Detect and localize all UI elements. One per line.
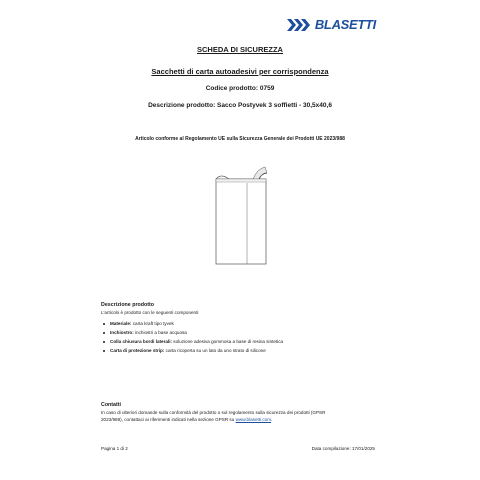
chevron-arrows-icon [287, 19, 313, 31]
contacts-heading: Contatti [101, 402, 122, 408]
website-link[interactable]: www.blasetti.com [235, 417, 272, 422]
contacts-section [101, 402, 401, 423]
blasetti-logo [287, 17, 376, 32]
envelope-icon [215, 165, 267, 265]
list-item: Inchiostro: inchiostri a base acquosa [101, 328, 401, 337]
document-subject: Sacchetti di carta autoadesivi per corrispondenza [151, 67, 329, 76]
list-item: Carta di protezione strip: carta ricoperta su un lato da uno strato di silicone [101, 346, 401, 355]
description-intro: L'articolo è prodotto con le seguenti componenti [101, 310, 199, 315]
compilation-date: Data compilazione: 17/01/2025 [311, 446, 375, 451]
compliance-statement: Articolo conforme al Regolamento UE sulla Sicurezza Generale dei Prodotti UE 2023/988 [135, 136, 345, 142]
document-title: SCHEDA DI SICUREZZA [197, 45, 283, 54]
contacts-line-1: In caso di ulteriori domande sulla conformità del prodotto o sul regolamento sulla sicurezza dei prodotti (GPSR [101, 410, 326, 415]
description-heading: Descrizione prodotto [101, 302, 154, 308]
page-number: Pagina 1 di 2 [101, 446, 128, 451]
list-item: Colla chiusura bordi laterali: soluzione adesiva gommosa a base di resina sintetica [101, 337, 401, 346]
product-description-line: Descrizione prodotto: Sacco Postyvek 3 soffietti - 30,5x40,6 [148, 102, 332, 109]
contacts-line-2: 2023/988), contattaci ai riferimenti indicati nella sezione GPSR su www.blasetti.com. [101, 417, 273, 422]
logo-text: BLASETTI [314, 17, 376, 32]
product-code: Codice prodotto: 0759 [205, 85, 275, 92]
list-item: Materiale: carta kraft tipo tyvek [101, 319, 401, 328]
description-section [101, 302, 401, 355]
components-list [101, 319, 401, 355]
